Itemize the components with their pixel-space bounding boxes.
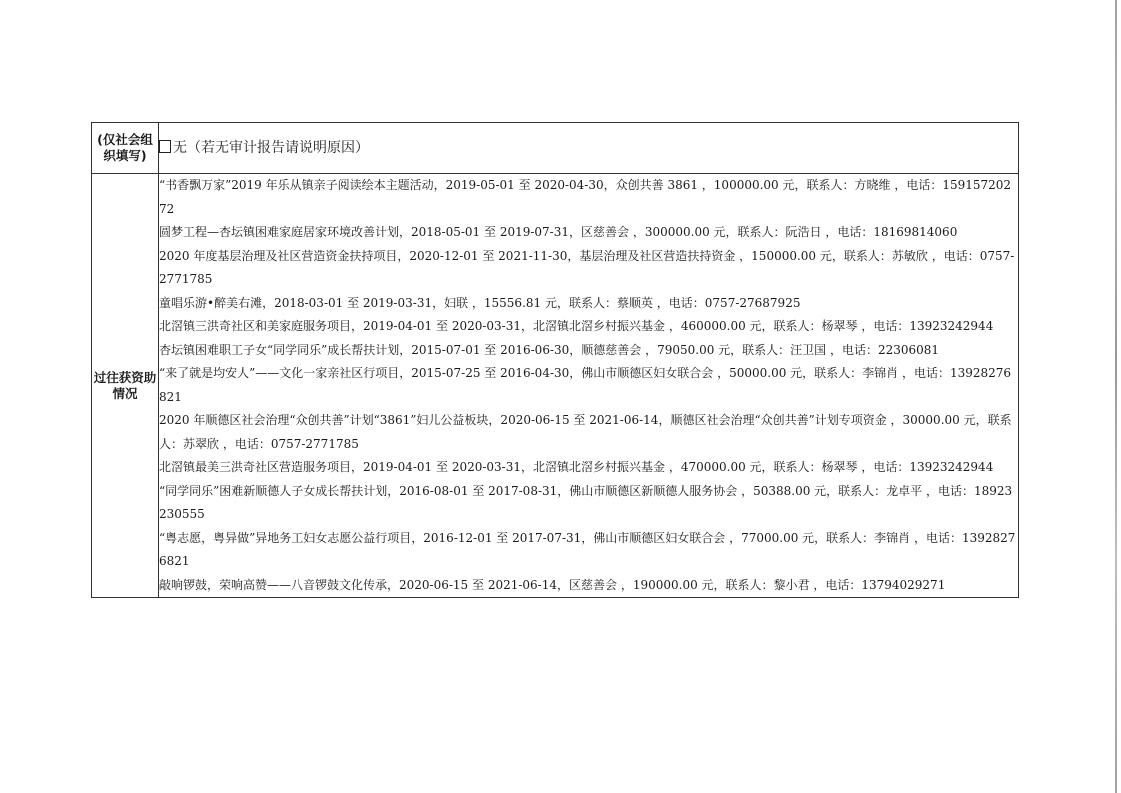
funding-history-list bbox=[159, 174, 1019, 598]
funding-history-item: “粤志愿，粤异做”异地务工妇女志愿公益行项目，2016-12-01 至 2017-07-31，佛山市顺德区妇女联合会 ，77000.00 元，联系人：李锦肖 ，电话：13928276821 bbox=[159, 530, 1016, 568]
no-audit-text: 无（若无审计报告请说明原因） bbox=[173, 140, 369, 156]
funding-history-item: 北滘镇三洪奇社区和美家庭服务项目，2019-04-01 至 2020-03-31，北滘镇北滘乡村振兴基金 ，460000.00 元，联系人：杨翠琴 ，电话：13923242944 bbox=[159, 319, 994, 333]
funding-history-item: “来了就是均安人”——文化一家亲社区行项目，2015-07-25 至 2016-04-30，佛山市顺德区妇女联合会 ，50000.00 元，联系人：李锦肖 ，电话：13928276821 bbox=[159, 366, 1012, 404]
funding-history-item: 2020 年顺德区社会治理“众创共善”计划“3861”妇儿公益板块，2020-06-15 至 2021-06-14，顺德区社会治理“众创共善”计划专项资金 ，30000.00 元，联系人：苏翠欣 ，电话：0757-2771785 bbox=[159, 413, 1012, 451]
funding-history-item: 敲响锣鼓，荣响高赞——八音锣鼓文化传承，2020-06-15 至 2021-06-14，区慈善会 ，190000.00 元，联系人：黎小君 ，电话：13794029271 bbox=[159, 577, 946, 592]
scan-edge-line bbox=[1115, 0, 1117, 793]
funding-history-item: “书香飘万家”2019 年乐从镇亲子阅读绘本主题活动，2019-05-01 至 2020-04-30，众创共善 3861 ，100000.00 元，联系人：方晓维 ，电话：15915720272 bbox=[159, 178, 1012, 216]
funding-history-item: 2020 年度基层治理及社区营造资金扶持项目，2020-12-01 至 2021-11-30，基层治理及社区营造扶持资金 ，150000.00 元，联系人：苏敏欣 ，电话：0757-2771785 bbox=[159, 248, 1015, 286]
funding-history-item: “同学同乐”困难新顺德人子女成长帮扶计划，2016-08-01 至 2017-08-31，佛山市顺德区新顺德人服务协会 ，50388.00 元，联系人：龙卓平 ，电话：18923230555 bbox=[159, 483, 1013, 521]
audit-none-cell bbox=[159, 123, 1019, 174]
funding-history-item: 北滘镇最美三洪奇社区营造服务项目，2019-04-01 至 2020-03-31，北滘镇北滘乡村振兴基金 ，470000.00 元，联系人：杨翠琴 ，电话：13923242944 bbox=[159, 460, 994, 474]
table-row-audit bbox=[92, 123, 1019, 174]
funding-history-item: 圆梦工程—杏坛镇困难家庭居家环境改善计划，2018-05-01 至 2019-07-31，区慈善会 ，300000.00 元，联系人：阮浩日 ，电话：18169814060 bbox=[159, 225, 958, 239]
checkbox-icon[interactable] bbox=[159, 140, 171, 153]
funding-history-item: 童唱乐游•醉美右滩，2018-03-01 至 2019-03-31，妇联 ，15556.81 元，联系人：蔡顺英 ，电话：0757-27687925 bbox=[159, 295, 801, 310]
funding-history-item: 杏坛镇困难职工子女“同学同乐”成长帮扶计划，2015-07-01 至 2016-06-30，顺德慈善会 ，79050.00 元，联系人：汪卫国 ，电话：22306081 bbox=[159, 342, 940, 357]
row-label-past-funding: 过往获资助情况 bbox=[92, 174, 159, 598]
table-row-history bbox=[92, 174, 1019, 598]
row-label-org-only: (仅社会组织填写) bbox=[92, 123, 159, 174]
funding-history-table bbox=[91, 122, 1019, 598]
